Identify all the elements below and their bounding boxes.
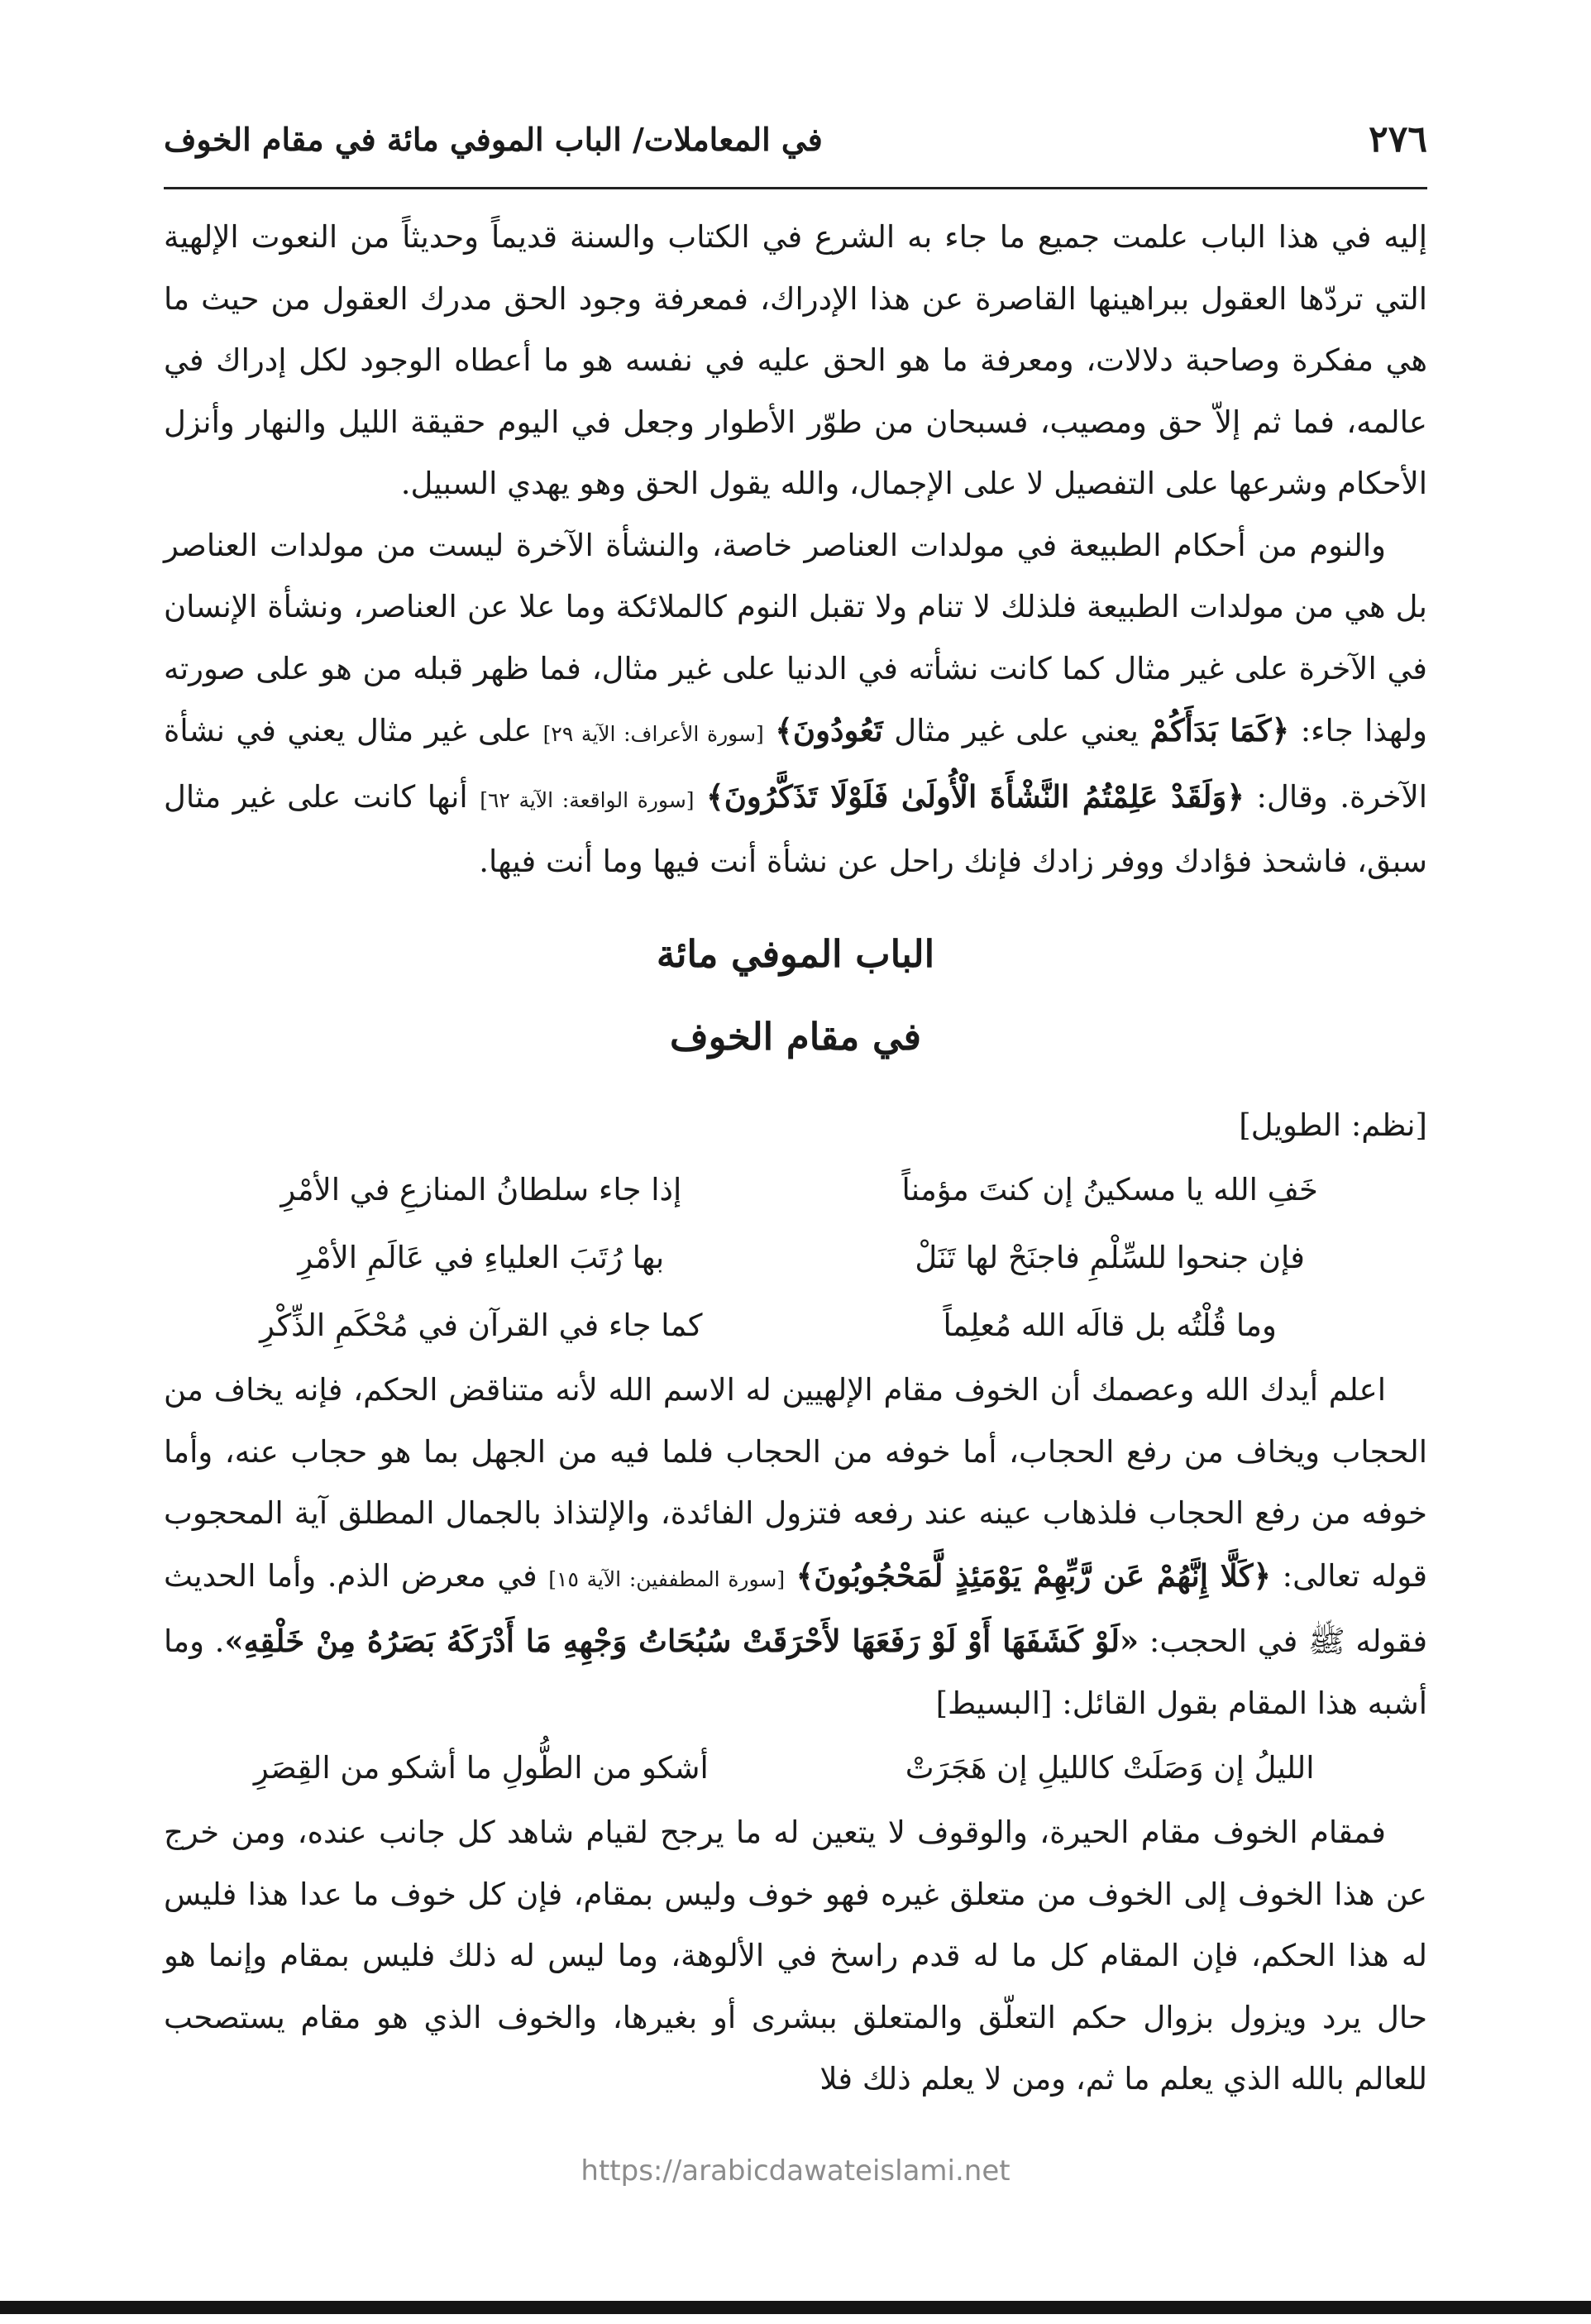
quran-quote: تَعُودُونَ﴾ [775, 712, 883, 748]
poem-verse [164, 1156, 1427, 1224]
paragraph-text: والنوم من أحكام الطبيعة في مولدات العناصر خاصة، والنشأة الآخرة ليست من مولدات العناصر بل هي من مولدات الطبيعة فلذلك لا تنام ولا تقبل النوم كالملائكة وما علا عن العناصر، ونشأة الإنسان في الآخرة على غير مثال كما كانت نشأته في الدنيا على غير مثال، فما ظهر قبله من هو على صورته ولهذا جاء: [164, 527, 1428, 748]
paragraph-text: على غير مثال يعني في نشأة الآخرة. وقال: [164, 713, 1428, 815]
paragraph-text: في معرض الذم. وأما الحديث فقوله ﷺ في الحجب: [164, 1557, 1428, 1659]
page-content [164, 207, 1427, 2111]
quran-quote: ﴿وَلَقَدْ عَلِمْتُمُ النَّشْأَةَ الْأُولَىٰ فَلَوْلَا تَذَكَّرُونَ﴾ [706, 777, 1245, 815]
quran-quote: ﴿كَمَا بَدَأَكُمْ [1149, 712, 1290, 748]
verse-first-hemistich: فإن جنحوا للسِّلْمِ فاجنَحْ لها تَنَلْ [915, 1240, 1305, 1275]
quran-citation: [سورة المطففين: الآية ١٥] [548, 1566, 786, 1591]
quran-citation: [سورة الواقعة: الآية ٦٢] [480, 787, 695, 812]
paragraph: فمقام الخوف مقام الحيرة، والوقوف لا يتعين له ما يرجح لقيام شاهد كل جانب عنده، ومن خرج عن هذا الخوف إلى الخوف من متعلق غيره فهو خوف وليس بمقام، فإن كل خوف ما عدا هذا فليس له هذا الحكم، فإن المقام كل ما له قدم راسخ في الألوهة، وما ليس له ذلك فليس بمقام وإنما هو حال يرد ويزول بزوال حكم التعلّق والمتعلق ببشرى أو بغيرها، والخوف الذي هو مقام يستصحب للعالم بالله الذي يعلم ما ثم، ومن لا يعلم ذلك فلا [164, 1815, 1427, 2097]
paragraph-text: اعلم أيدك الله وعصمك أن الخوف مقام الإلهيين له الاسم الله لأنه متناقض الحكم، فإنه يخاف من الحجاب ويخاف من رفع الحجاب، أما خوفه من الحجاب فلما فيه من الجهل بما هو حجاب عنه، وأما خوفه من رفع الحجاب فلذهاب عينه عند رفعه فتزول الفائدة، والإلتذاذ بالجمال المطلق آية المحجوب قوله تعالى: [164, 1372, 1428, 1594]
verse-first-hemistich: الليلُ إن وَصَلَتْ كالليلِ إن هَجَرَتْ [905, 1750, 1315, 1786]
verse-second-hemistich: بها رُتَبَ العلياءِ في عَالَمِ الأمْرِ [298, 1240, 665, 1275]
verse-second-hemistich: إذا جاء سلطانُ المنازعِ في الأمْرِ [280, 1172, 682, 1207]
verse-first-hemistich: وما قُلْتُه بل قالَه الله مُعلِماً [943, 1308, 1277, 1343]
verse-second-hemistich: كما جاء في القرآن في مُحْكَمِ الذِّكْرِ [260, 1308, 703, 1343]
running-header [164, 106, 1427, 172]
quran-citation: [سورة الأعراف: الآية ٢٩] [542, 722, 764, 746]
verse-second-hemistich: أشكو من الطُّولِ ما أشكو من القِصَرِ [253, 1750, 709, 1786]
chapter-subtitle: في مقام الخوف [670, 1014, 921, 1059]
poem-verse [164, 1224, 1427, 1292]
paragraph-text: يعني على غير مثال [894, 713, 1139, 748]
watermark-url: https://arabicdawateislami.net [580, 2154, 1010, 2188]
poem-verse [164, 1292, 1427, 1360]
hadith-quote: «لَوْ كَشَفَهَا أَوْ لَوْ رَفَعَهَا لأَحْرَقَتْ سُبُحَاتُ وَجْهِهِ مَا أَدْرَكَهُ بَصَرُهُ مِنْ خَلْقِهِ» [224, 1623, 1140, 1659]
paragraph: إليه في هذا الباب علمت جميع ما جاء به الشرع في الكتاب والسنة قديماً وحديثاً من النعوت الإلهية التي تردّها العقول ببراهينها القاصرة عن هذا الإدراك، فمعرفة وجود الحق مدرك العقول من حيث ما هي مفكرة وصاحبة دلالات، ومعرفة ما هو الحق عليه في نفسه هو ما أعطاه الوجود لكل إدراك في عالمه، فما ثم إلاّ حق ومصيب، فسبحان من طوّر الأطوار وجعل في اليوم حقيقة الليل والنهار وأنزل الأحكام وشرعها على التفصيل لا على الإجمال، والله يقول الحق وهو يهدي السبيل. [164, 219, 1427, 501]
chapter-heading [164, 913, 1427, 1078]
quran-quote: ﴿كَلَّا إِنَّهُمْ عَن رَّبِّهِمْ يَوْمَئِذٍ لَّمَحْجُوبُونَ﴾ [796, 1557, 1272, 1594]
paragraph [164, 1360, 1427, 1734]
running-title: في المعاملات/ الباب الموفي مائة في مقام الخوف [164, 120, 823, 158]
paragraph [164, 515, 1427, 893]
header-divider [164, 187, 1427, 189]
poem-verse [164, 1734, 1427, 1802]
verse-first-hemistich: خَفِ الله يا مسكينُ إن كنتَ مؤمناً [901, 1172, 1318, 1207]
page-number: ٢٧٦ [1369, 117, 1427, 160]
bottom-border [0, 2301, 1591, 2314]
paragraph-text: . وما أشبه هذا المقام بقول القائل: [البسيط] [164, 1623, 1427, 1721]
poem-meter: [نظم: الطويل] [1239, 1107, 1427, 1143]
paragraph-text: أنها كانت على غير مثال سبق، فاشحذ فؤادك ووفر زادك فإنك راحل عن نشأة أنت فيها وما أنت فيها. [164, 778, 1427, 879]
chapter-title: الباب الموفي مائة [656, 931, 935, 976]
